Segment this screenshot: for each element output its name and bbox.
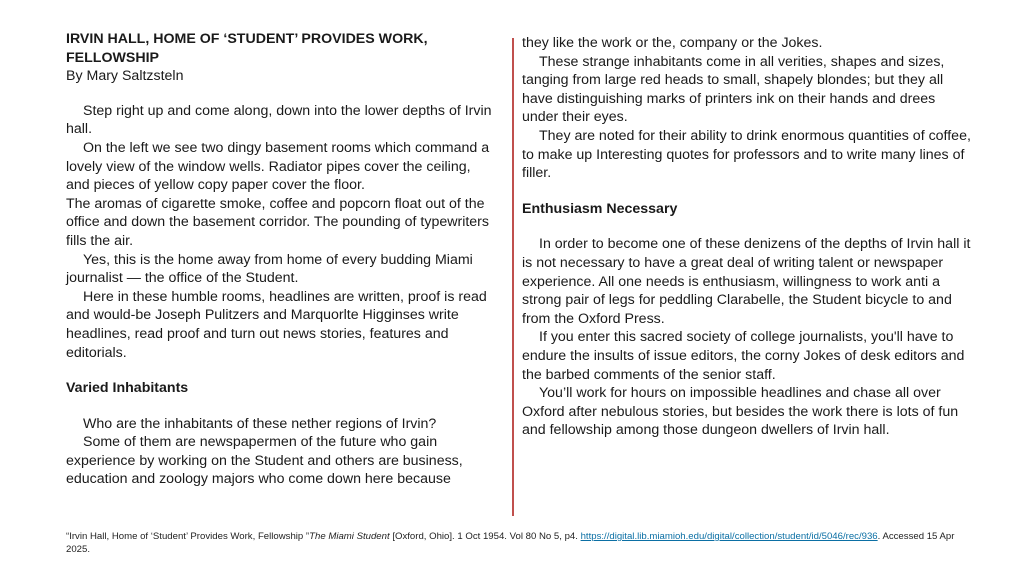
paragraph: These strange inhabitants come in all verities, shapes and sizes, tanging from large red heads to small, shapely blondes; but they all have distinguishing marks of printers ink on their hands and drees under their eyes.: [522, 53, 945, 126]
citation: [66, 530, 966, 556]
subheading: Enthusiasm Necessary: [522, 200, 678, 217]
paragraph: If you enter this sacred society of college journalists, you'll have to endure the insults of issue editors, the corny Jokes of desk editors and the barbed comments of the senior staff.: [522, 329, 965, 383]
citation-accessed: . Accessed 15 Apr 2025.: [66, 531, 955, 555]
paragraph: In order to become one of these denizens of the depths of Irvin hall it is not necessary to have a great deal of writing talent or newspaper experience. All one needs is enthusiasm, willingness to work anti a strong pair of legs for peddling Clarabelle, the Student bicycle to and from the Oxford Press.: [522, 236, 971, 327]
paragraph: You’ll work for hours on impossible headlines and chase all over Oxford after nebulous stories, but besides the work there is lots of fun and fellowship among those dungeon dwellers of Irvin hall.: [522, 385, 959, 439]
paragraph: Some of them are newspapermen of the future who gain experience by working on the Student and others are business, education and zoology majors who come down here because: [66, 434, 463, 488]
paragraph: They are noted for their ability to drink enormous quantities of coffee, to make up Interesting quotes for professors and to write many lines of filler.: [522, 127, 971, 182]
subheading: Varied Inhabitants: [66, 380, 189, 397]
paragraph: Here in these humble rooms, headlines are written, proof is read and would-be Joseph Pulitzers and Marquorlte Higginses write headlines, read proof and turn out news stories, features and editorials.: [66, 288, 487, 361]
paragraph: Step right up and come along, down into the lower depths of Irvin hall.: [66, 102, 492, 138]
right-column: [522, 34, 972, 440]
paragraph: The aromas of cigarette smoke, coffee and popcorn float out of the office and down the basement corridor. The pounding of typewriters fills the air.: [66, 195, 489, 249]
citation-source: The Miami Student: [309, 531, 390, 542]
left-column: [66, 24, 498, 489]
byline: By Mary Saltzsteln: [66, 68, 184, 85]
citation-prefix: “Irvin Hall, Home of ‘Student’ Provides Work, Fellowship ”: [66, 531, 310, 542]
article-title: IRVIN HALL, HOME OF ‘STUDENT’ PROVIDES WORK, FELLOWSHIP: [66, 31, 428, 66]
paragraph: they like the work or the, company or the Jokes.: [522, 35, 823, 51]
column-divider: [512, 38, 514, 516]
paragraph: On the left we see two dingy basement rooms which command a lovely view of the window wells. Radiator pipes cover the ceiling, and pieces of yellow copy paper cover the floor.: [66, 139, 490, 194]
paragraph: Who are the inhabitants of these nether regions of Irvin?: [83, 415, 437, 432]
citation-link[interactable]: https://digital.lib.miamioh.edu/digital/collection/student/id/5046/rec/936: [580, 531, 878, 542]
citation-details: [Oxford, Ohio]. 1 Oct 1954. Vol 80 No 5, p4.: [389, 531, 581, 542]
paragraph: Yes, this is the home away from home of every budding Miami journalist — the office of the Student.: [66, 251, 473, 287]
